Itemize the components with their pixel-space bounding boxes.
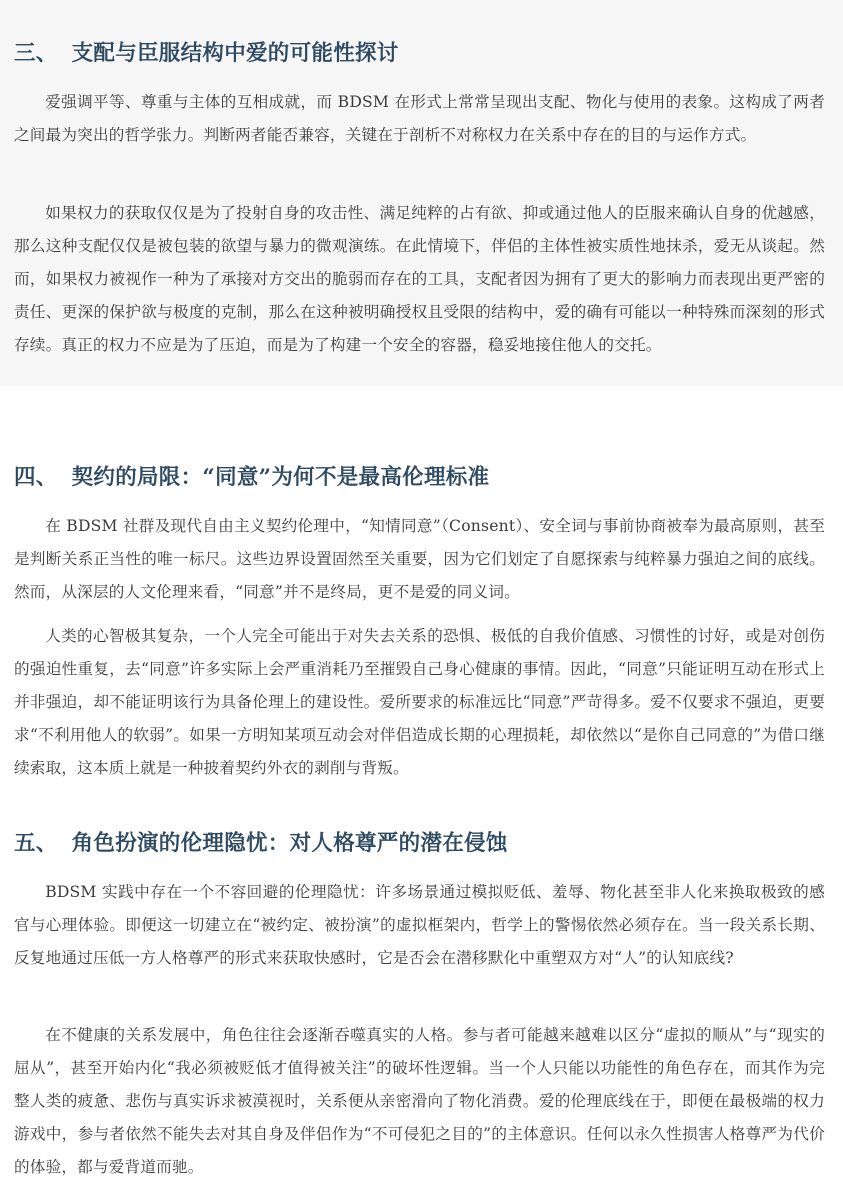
- section-4: [0, 386, 843, 806]
- section-5: [0, 806, 843, 1200]
- section-title: 支配与臣服结构中爱的可能性探讨: [71, 41, 399, 66]
- paragraph: 如果权力的获取仅仅是为了投射自身的攻击性、满足纯粹的占有欲、抑或通过他人的臣服来确认自身的优越感，那么这种支配仅仅是被包装的欲望与暴力的微观演练。在此情境下，伴侣的主体性被实质性地抹杀，爱无从谈起。然而，如果权力被视作一种为了承接对方交出的脆弱而存在的工具，支配者因为拥有了更大的影响力而表现出更严密的责任、更深的保护欲与极度的克制，那么在这种被明确授权且受限的结构中，爱的确有可能以一种特殊而深刻的形式存续。真正的权力不应是为了压迫，而是为了构建一个安全的容器，稳妥地接住他人的交托。: [14, 204, 825, 354]
- section-number: 四、: [14, 465, 58, 490]
- paragraph: BDSM 实践中存在一个不容回避的伦理隐忧：许多场景通过模拟贬低、羞辱、物化甚至非人化来换取极致的感官与心理体验。即便这一切建立在“被约定、被扮演”的虚拟框架内，哲学上的警惕依然必须存在。当一段关系长期、反复地通过压低一方人格尊严的形式来获取快感时，它是否会在潜移默化中重塑双方对“人”的认知底线?: [14, 883, 825, 967]
- section-heading: [14, 36, 399, 67]
- paragraph: 在不健康的关系发展中，角色往往会逐渐吞噬真实的人格。参与者可能越来越难以区分“虚拟的顺从”与“现实的屈从”，甚至开始内化“我必须被贬低才值得被关注”的破坏性逻辑。当一个人只能以功能性的角色存在，而其作为完整人类的疲惫、悲伤与真实诉求被漠视时，关系便从亲密滑向了物化消费。爱的伦理底线在于，即便在最极端的权力游戏中，参与者依然不能失去对其自身及伴侣作为“不可侵犯之目的”的主体意识。任何以永久性损害人格尊严为代价的体验，都与爱背道而驰。: [14, 1026, 825, 1176]
- section-title: 契约的局限：“同意”为何不是最高伦理标准: [71, 465, 490, 490]
- section-number: 五、: [14, 831, 58, 856]
- section-title: 角色扮演的伦理隐忧：对人格尊严的潜在侵蚀: [71, 831, 508, 856]
- section-3: [0, 0, 843, 386]
- section-number: 三、: [14, 41, 58, 66]
- paragraph: 在 BDSM 社群及现代自由主义契约伦理中，“知情同意”（Consent）、安全词与事前协商被奉为最高原则，甚至是判断关系正当性的唯一标尺。这些边界设置固然至关重要，因为它们划定了自愿探索与纯粹暴力强迫之间的底线。然而，从深层的人文伦理来看，“同意”并不是终局，更不是爱的同义词。: [14, 517, 825, 601]
- paragraph: 人类的心智极其复杂，一个人完全可能出于对失去关系的恐惧、极低的自我价值感、习惯性的讨好，或是对创伤的强迫性重复，去“同意”许多实际上会严重消耗乃至摧毁自己身心健康的事情。因此，“同意”只能证明互动在形式上并非强迫，却不能证明该行为具备伦理上的建设性。爱所要求的标准远比“同意”严苛得多。爱不仅要求不强迫，更要求“不利用他人的软弱”。如果一方明知某项互动会对伴侣造成长期的心理损耗，却依然以“是你自己同意的”为借口继续索取，这本质上就是一种披着契约外衣的剥削与背叛。: [14, 627, 825, 777]
- section-heading: [14, 460, 489, 491]
- section-heading: [14, 826, 508, 857]
- paragraph: 爱强调平等、尊重与主体的互相成就，而 BDSM 在形式上常常呈现出支配、物化与使用的表象。这构成了两者之间最为突出的哲学张力。判断两者能否兼容，关键在于剖析不对称权力在关系中存在的目的与运作方式。: [14, 93, 825, 144]
